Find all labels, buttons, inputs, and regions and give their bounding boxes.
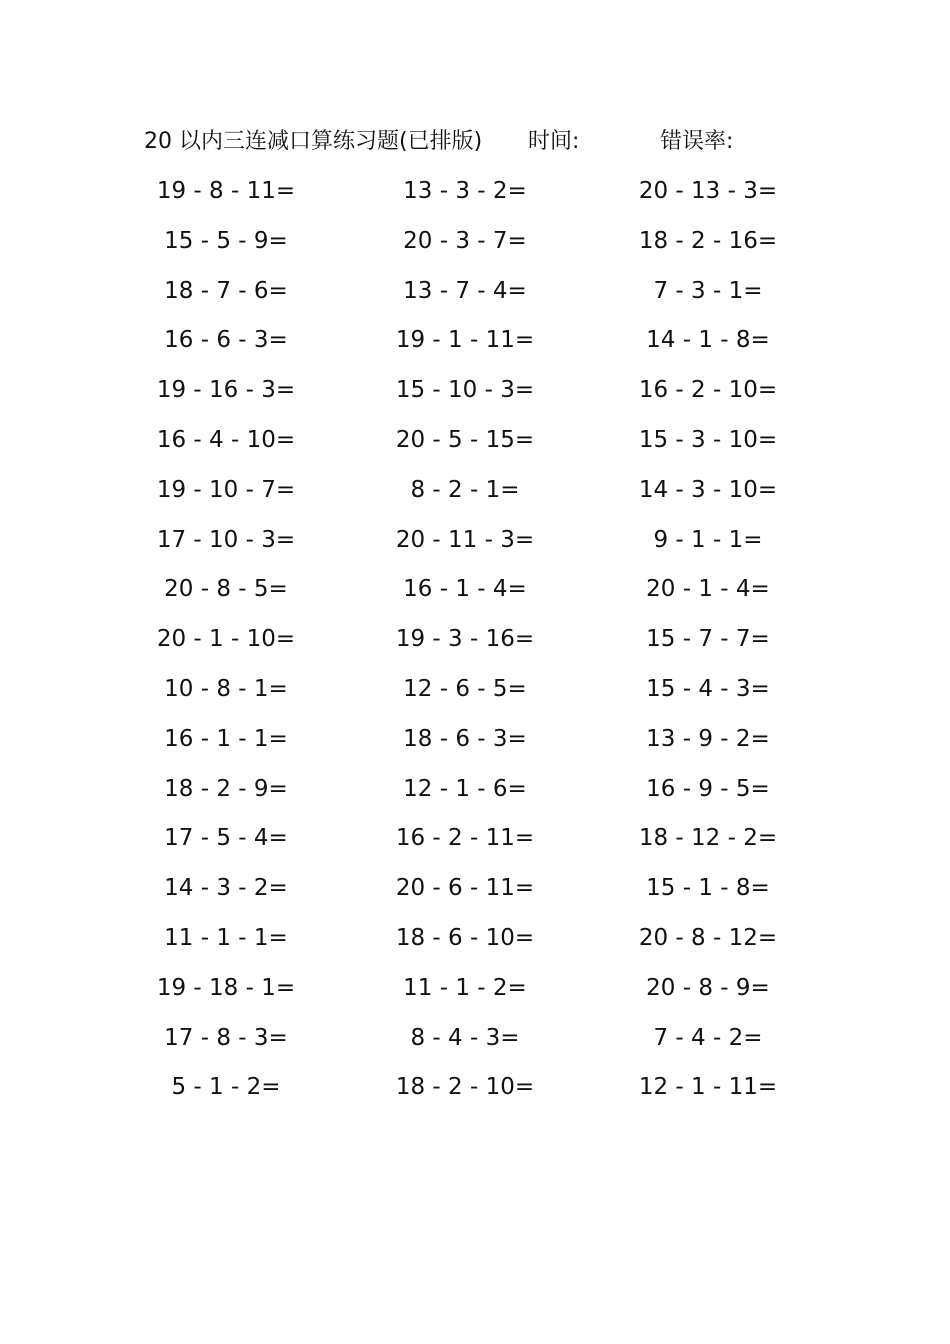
math-problem: 15 - 3 - 10= <box>638 426 778 453</box>
worksheet-title: 20 以内三连减口算练习题(已排版) <box>144 129 483 154</box>
math-problem: 17 - 5 - 4= <box>164 825 288 852</box>
math-problem: 16 - 6 - 3= <box>164 327 288 354</box>
math-problem: 11 - 1 - 2= <box>403 974 527 1001</box>
problem-row <box>0 770 950 820</box>
problem-row <box>0 172 950 222</box>
problem-row <box>0 620 950 670</box>
math-problem: 13 - 9 - 2= <box>646 725 770 752</box>
problem-row <box>0 371 950 421</box>
problem-row <box>0 421 950 471</box>
math-problem: 19 - 10 - 7= <box>156 476 296 503</box>
math-problem: 19 - 1 - 11= <box>395 327 535 354</box>
math-problem: 15 - 5 - 9= <box>164 227 288 254</box>
math-problem: 17 - 8 - 3= <box>164 1024 288 1051</box>
problem-row <box>0 521 950 571</box>
math-problem: 11 - 1 - 1= <box>164 924 288 951</box>
math-problem: 15 - 7 - 7= <box>646 626 770 653</box>
math-problem: 19 - 16 - 3= <box>156 377 296 404</box>
math-problem: 18 - 12 - 2= <box>638 825 778 852</box>
problem-row <box>0 869 950 919</box>
math-problem: 18 - 2 - 16= <box>638 227 778 254</box>
problem-row <box>0 969 950 1019</box>
math-problem: 20 - 5 - 15= <box>395 426 535 453</box>
math-problem: 12 - 1 - 6= <box>403 775 527 802</box>
math-problem: 12 - 6 - 5= <box>403 675 527 702</box>
math-problem: 16 - 1 - 4= <box>403 576 527 603</box>
math-problem: 14 - 1 - 8= <box>646 327 770 354</box>
math-problem: 7 - 4 - 2= <box>653 1024 763 1051</box>
error-rate-label: 错误率: <box>660 129 734 154</box>
math-problem: 18 - 6 - 3= <box>403 725 527 752</box>
math-problem: 17 - 10 - 3= <box>156 526 296 553</box>
math-problem: 13 - 3 - 2= <box>403 178 527 204</box>
math-problem: 19 - 8 - 11= <box>156 178 296 204</box>
math-problem: 8 - 4 - 3= <box>410 1024 520 1051</box>
math-problem: 20 - 8 - 9= <box>646 974 770 1001</box>
math-problem: 20 - 13 - 3= <box>638 178 778 204</box>
math-problem: 20 - 8 - 5= <box>164 576 288 603</box>
problem-row <box>0 919 950 969</box>
math-problem: 8 - 2 - 1= <box>410 476 520 503</box>
math-problem: 20 - 1 - 4= <box>646 576 770 603</box>
math-problem: 19 - 3 - 16= <box>395 626 535 653</box>
time-label: 时间: <box>528 129 580 154</box>
problem-row <box>0 272 950 322</box>
math-problem: 18 - 7 - 6= <box>164 277 288 304</box>
math-problem: 10 - 8 - 1= <box>164 675 288 702</box>
math-problem: 12 - 1 - 11= <box>638 1074 778 1101</box>
math-problem: 16 - 1 - 1= <box>164 725 288 752</box>
math-problem: 15 - 10 - 3= <box>395 377 535 404</box>
math-problem: 7 - 3 - 1= <box>653 277 763 304</box>
math-problem: 5 - 1 - 2= <box>171 1074 281 1101</box>
math-problem: 14 - 3 - 10= <box>638 476 778 503</box>
problem-row <box>0 1019 950 1069</box>
problem-row <box>0 222 950 272</box>
problem-row <box>0 819 950 869</box>
math-problem: 16 - 4 - 10= <box>156 426 296 453</box>
math-problem: 18 - 2 - 9= <box>164 775 288 802</box>
math-problem: 9 - 1 - 1= <box>653 526 763 553</box>
math-problem: 15 - 4 - 3= <box>646 675 770 702</box>
math-problem: 20 - 1 - 10= <box>156 626 296 653</box>
math-problem: 18 - 6 - 10= <box>395 924 535 951</box>
problem-row <box>0 471 950 521</box>
problem-row <box>0 670 950 720</box>
problem-row <box>0 720 950 770</box>
math-problem: 20 - 8 - 12= <box>638 924 778 951</box>
problem-row <box>0 570 950 620</box>
problem-grid <box>0 172 950 1118</box>
math-problem: 19 - 18 - 1= <box>156 974 296 1001</box>
problem-row <box>0 1068 950 1118</box>
math-problem: 16 - 2 - 11= <box>395 825 535 852</box>
problem-row <box>0 321 950 371</box>
math-problem: 14 - 3 - 2= <box>164 875 288 902</box>
math-problem: 20 - 3 - 7= <box>403 227 527 254</box>
math-problem: 20 - 11 - 3= <box>395 526 535 553</box>
math-problem: 18 - 2 - 10= <box>395 1074 535 1101</box>
math-problem: 16 - 2 - 10= <box>638 377 778 404</box>
math-problem: 13 - 7 - 4= <box>403 277 527 304</box>
math-problem: 16 - 9 - 5= <box>646 775 770 802</box>
math-problem: 15 - 1 - 8= <box>646 875 770 902</box>
math-problem: 20 - 6 - 11= <box>395 875 535 902</box>
